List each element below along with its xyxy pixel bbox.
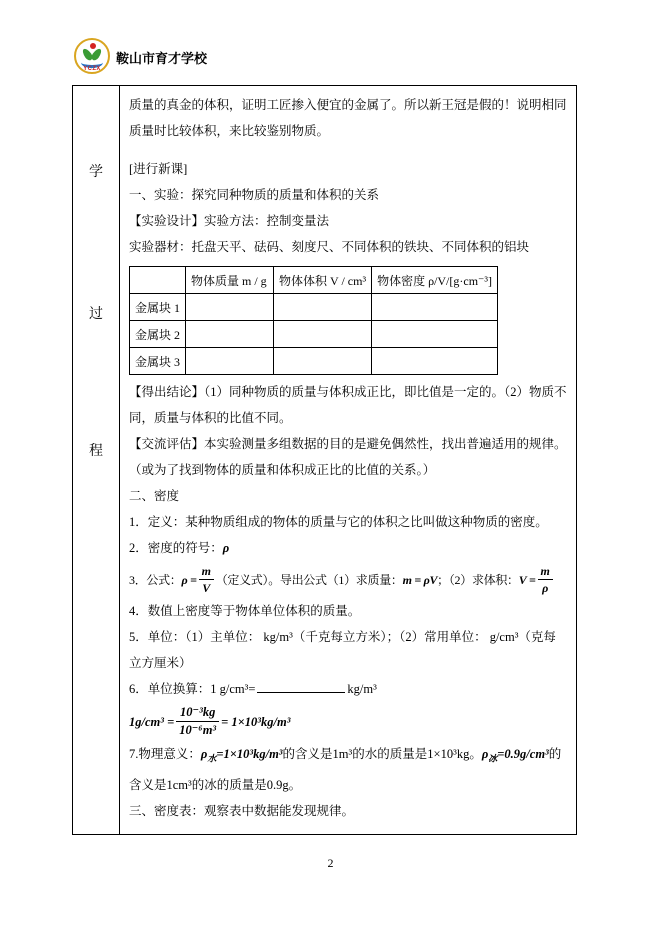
empty-data-cell — [274, 321, 372, 348]
row-label: 金属块 3 — [130, 348, 186, 375]
process-char: 过 — [89, 307, 103, 322]
water-meaning-text: 的含义是1m³的水的质量是1×10³kg。 — [282, 747, 482, 762]
conclusion-paragraph: 【得出结论】（1）同种物质的质量与体积成正比，即比值是一定的。（2）物质不同，质量与体积的比值不同。 — [129, 385, 567, 425]
ice-subscript: 冰 — [488, 753, 498, 764]
unit-conversion-line — [129, 676, 567, 702]
experiment-data-table — [129, 266, 498, 375]
water-density-symbol: $\rho_水=1\times 10^3kg/m^3$ — [200, 747, 283, 764]
table-row — [130, 348, 498, 375]
conversion-rhs: = 1×10³kg/m³ — [221, 714, 291, 729]
section-density-title: 二、密度 — [129, 489, 180, 503]
school-header — [0, 0, 661, 80]
conversion-prefix: 6．单位换算：1 g/cm³= — [129, 682, 256, 697]
new-lesson-marker: [进行新课] — [129, 162, 188, 176]
ice-meaning-text: 的含义是1cm³的冰的质量是0.9g。 — [129, 747, 562, 792]
conversion-lhs: 1g/cm³ = — [129, 714, 175, 729]
density-units: 5．单位：（1）主单位： kg/m³（千克每立方米）；（2）常用单位： g/cm³（克每立方厘米） — [129, 630, 556, 671]
water-subscript: 水 — [207, 753, 217, 764]
density-symbol-line — [129, 535, 567, 561]
formula-prefix: 3．公式： — [129, 572, 182, 587]
table-header-row — [130, 267, 498, 294]
empty-data-cell — [372, 321, 498, 348]
page-number: 2 — [327, 856, 334, 870]
rho-symbol: ρ — [222, 541, 230, 555]
empty-data-cell — [274, 348, 372, 375]
mass-over-volume-fraction: $\frac{m}{V}$ — [199, 563, 214, 596]
intro-paragraph: 质量的真金的体积，证明工匠掺入便宜的金属了。所以新王冠是假的！说明相同质量时比较体积，来比较鉴别物质。 — [129, 98, 567, 138]
column-header-density: 物体密度 ρ/V/[g·cm⁻³] — [372, 267, 498, 294]
formula-middle-text: （定义式）。导出公式（1）求质量： — [215, 572, 403, 587]
process-char: 程 — [89, 444, 103, 459]
mass-equation: m = ρV — [402, 572, 438, 587]
unit-conversion-formula — [129, 702, 567, 741]
ice-density-symbol: $\rho_冰=0.9g$/cm³ — [481, 747, 549, 764]
mass-over-rho-fraction: $\frac{m}{\rho}$ — [538, 563, 553, 596]
section-density-table-title: 三、密度表：观察表中数据能发现规律。 — [129, 803, 355, 818]
section-experiment-title: 一、实验：探究同种物质的质量和体积的关系 — [129, 188, 380, 202]
symbol-label: 2．密度的符号： — [129, 541, 223, 555]
meaning-prefix: 7.物理意义： — [129, 747, 201, 762]
empty-data-cell — [186, 294, 274, 321]
density-definition: 1．定义：某种物质组成的物体的质量与它的体积之比叫做这种物质的密度。 — [129, 515, 548, 529]
school-name: 鞍山市育才学校 — [116, 51, 208, 66]
school-logo-icon — [74, 38, 110, 74]
physical-meaning-paragraph — [129, 741, 567, 798]
density-numeric-note: 4．数值上密度等于物体单位体积的质量。 — [129, 604, 361, 619]
formula-middle-text2: ；（2）求体积： — [437, 572, 519, 587]
rho-equals: ρ = — [181, 572, 197, 587]
column-header-volume: 物体体积 V / cm³ — [274, 267, 372, 294]
empty-data-cell — [274, 294, 372, 321]
evaluation-paragraph: 【交流评估】本实验测量多组数据的目的是避免偶然性，找出普遍适用的规律。（或为了找到物体的质量和体积成正比的比值的关系。） — [129, 437, 567, 477]
logo-sun-icon — [90, 43, 96, 49]
empty-data-cell — [372, 294, 498, 321]
row-label: 金属块 2 — [130, 321, 186, 348]
lesson-plan-table — [72, 85, 577, 835]
logo-acronym: YCZX — [83, 65, 101, 72]
volume-equals: V = — [518, 572, 536, 587]
empty-data-cell — [186, 321, 274, 348]
experiment-design: 【实验设计】实验方法：控制变量法 — [129, 214, 330, 228]
density-formula-line — [129, 561, 567, 598]
table-row — [130, 294, 498, 321]
teaching-process-column — [73, 86, 120, 834]
row-label: 金属块 1 — [130, 294, 186, 321]
experiment-equipment: 实验器材：托盘天平、砝码、刻度尺、不同体积的铁块、不同体积的铝块 — [129, 240, 530, 254]
conversion-suffix: kg/m³ — [347, 682, 377, 697]
lesson-content-cell — [120, 86, 576, 834]
fill-in-blank — [257, 678, 345, 693]
table-row — [130, 321, 498, 348]
column-header-mass: 物体质量 m / g — [186, 267, 274, 294]
process-char: 学 — [89, 165, 103, 180]
empty-data-cell — [186, 348, 274, 375]
conversion-fraction: $\frac{\text{10⁻³kg}}{\text{10⁻⁶m³}}$ — [176, 704, 219, 739]
empty-data-cell — [372, 348, 498, 375]
corner-cell — [130, 267, 186, 294]
